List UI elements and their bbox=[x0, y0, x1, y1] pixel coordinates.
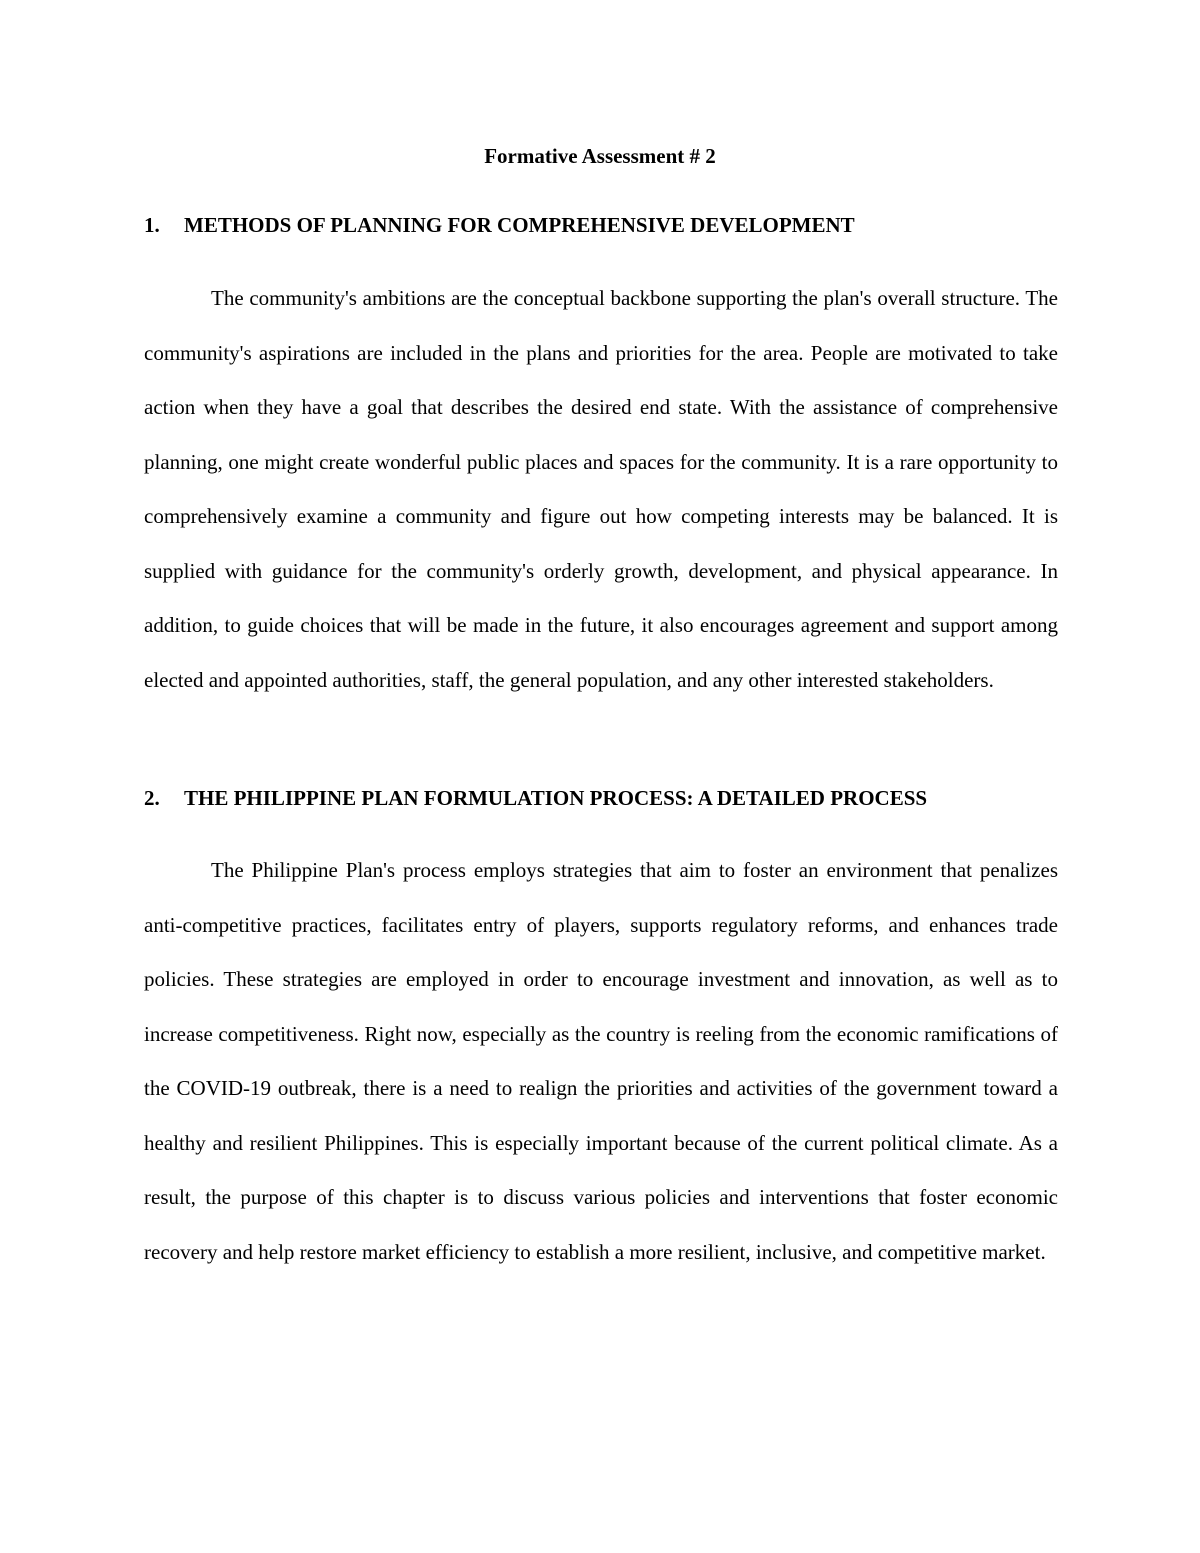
section-1-heading-text: METHODS OF PLANNING FOR COMPREHENSIVE DEVELOPMENT bbox=[184, 213, 855, 237]
document-title: Formative Assessment # 2 bbox=[484, 144, 716, 168]
section-2-number: 2. bbox=[144, 786, 160, 810]
section-1-paragraph: The community's ambitions are the conceptual backbone supporting the plan's overall structure. The community's aspirations are included in the plans and priorities for the area. People are motivated to take action when they have a goal that describes the desired end state. With the assistance of comprehensive planning, one might create wonderful public places and spaces for the community. It is a rare opportunity to comprehensively examine a community and figure out how competing interests may be balanced. It is supplied with guidance for the community's orderly growth, development, and physical appearance. In addition, to guide choices that will be made in the future, it also encourages agreement and support among elected and appointed authorities, staff, the general population, and any other interested stakeholders. bbox=[144, 286, 1058, 692]
section-1-heading bbox=[144, 210, 1084, 240]
section-1-number: 1. bbox=[144, 213, 160, 237]
section-2-heading-text: THE PHILIPPINE PLAN FORMULATION PROCESS: A DETAILED PROCESS bbox=[184, 786, 928, 810]
section-2-paragraph: The Philippine Plan's process employs strategies that aim to foster an environment that penalizes anti-competitive practices, facilitates entry of players, supports regulatory reforms, and enhances trade policies. These strategies are employed in order to encourage investment and innovation, as well as to increase competitiveness. Right now, especially as the country is reeling from the economic ramifications of the COVID-19 outbreak, there is a need to realign the priorities and activities of the government toward a healthy and resilient Philippines. This is especially important because of the current political climate. As a result, the purpose of this chapter is to discuss various policies and interventions that foster economic recovery and help restore market efficiency to establish a more resilient, inclusive, and competitive market. bbox=[144, 858, 1058, 1264]
section-2-heading bbox=[144, 783, 1084, 813]
